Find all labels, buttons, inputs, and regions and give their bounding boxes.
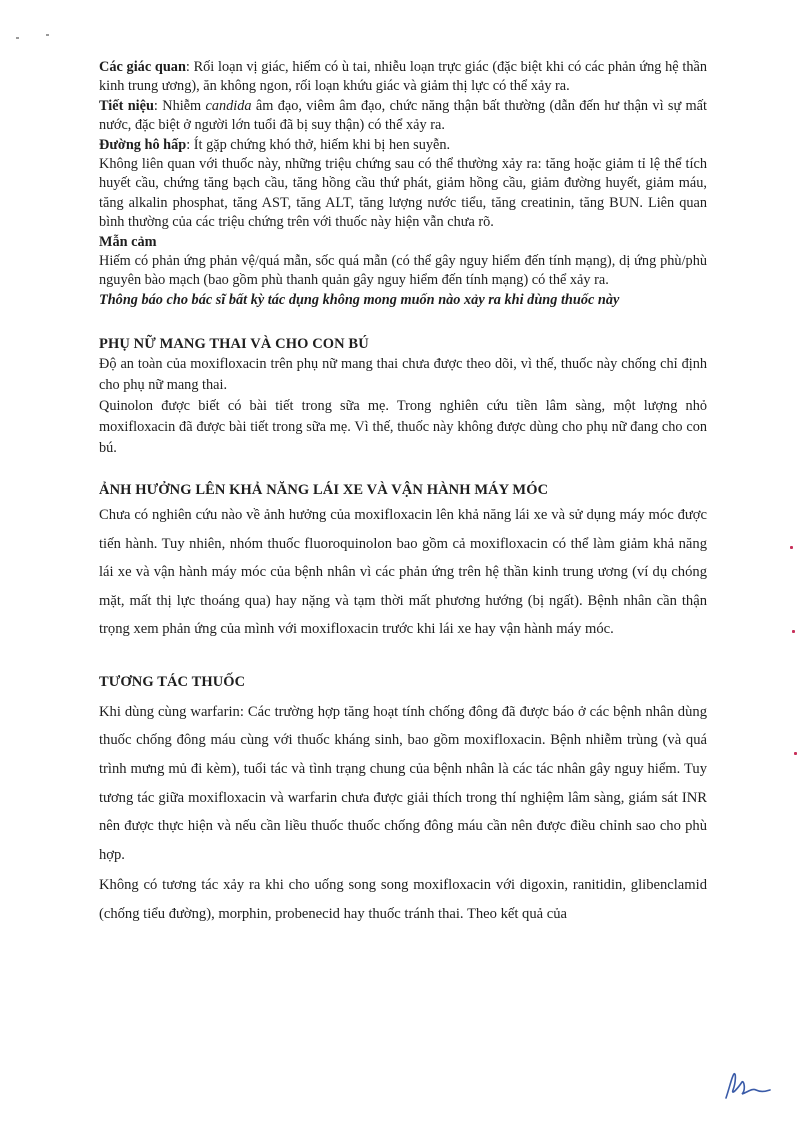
- red-mark: [790, 546, 793, 549]
- respiratory-paragraph: [99, 136, 707, 155]
- red-mark: [792, 630, 795, 633]
- pregnancy-paragraph-2: Quinolon được biết có bài tiết trong sữa mẹ. Trong nghiên cứu tiền lâm sàng, một lượng nhỏ moxifloxacin đã được bài tiết trong sữa mẹ. Vì thế, thuốc này không được dùng cho phụ nữ đang cho con bú.: [99, 398, 707, 457]
- side-effects-section: [99, 58, 707, 310]
- senses-text: : Rối loạn vị giác, hiếm có ù tai, nhiễu loạn trực giác (đặc biệt khi có các phản ứng hệ thần kinh trung ương), ăn không ngon, rối loạn khứu giác và giảm thị lực có thể xảy ra.: [99, 59, 707, 95]
- senses-paragraph: [99, 58, 707, 97]
- red-mark: [794, 752, 797, 755]
- handwritten-signature-icon: [718, 1068, 778, 1108]
- unrelated-symptoms-paragraph: Không liên quan với thuốc này, những triệu chứng sau có thể thường xảy ra: tăng hoặc giảm tỉ lệ thể tích huyết cầu, chứng tăng bạch cầu, tăng hồng cầu thứ phát, giảm hồng cầu, giảm đường huyết, giảm máu, tăng alkalin phosphat, tăng AST, tăng ALT, tăng lượng nước tiểu, tăng creatinin, tăng BUN. Liên quan bình thường của các triệu chứng trên với thuốc này hiện vẫn chưa rõ.: [99, 156, 707, 231]
- driving-paragraph: Chưa có nghiên cứu nào về ảnh hưởng của moxifloxacin lên khả năng lái xe và sử dụng máy móc được tiến hành. Tuy nhiên, nhóm thuốc fluoroquinolon bao gồm cả moxifloxacin có thể làm giảm khả năng lái xe và vận hành máy móc của bệnh nhân vì các phản ứng trên hệ thần kinh trung ương (ví dụ chóng mặt, mất thị lực thoáng qua) hay nặng và tạm thời mất phương hướng (bị ngất). Bệnh nhân cần thận trọng xem phản ứng của mình với moxifloxacin trước khi lái xe hay vận hành máy móc.: [99, 507, 707, 638]
- pregnancy-paragraph-1: Độ an toàn của moxifloxacin trên phụ nữ mang thai chưa được theo dõi, vì thế, thuốc này chống chỉ định cho phụ nữ mang thai.: [99, 356, 707, 394]
- interactions-heading: TƯƠNG TÁC THUỐC: [99, 673, 246, 690]
- pregnancy-section: [99, 334, 707, 459]
- respiratory-label: Đường hô hấp: [99, 136, 187, 153]
- driving-section: [99, 479, 707, 644]
- urinary-text-b: âm đạo, viêm âm đạo, chức năng thận bất thường (dẫn đến hư thận vì sự mất nước, đặc biệt ở người lớn tuổi đã bị suy thận) có thể xảy ra.: [99, 97, 707, 134]
- urinary-label: Tiết niệu: [99, 97, 154, 114]
- hypersensitivity-paragraph: Hiếm có phản ứng phản vệ/quá mẫn, sốc quá mẫn (có thể gây nguy hiểm đến tính mạng), dị ứng phù/phù nguyên bào mạch (bao gồm phù thanh quản gây nguy hiểm đến tính mạng) có thể xảy ra.: [99, 253, 707, 289]
- urinary-italic: candida: [205, 97, 252, 114]
- pregnancy-heading: PHỤ NỮ MANG THAI VÀ CHO CON BÚ: [99, 336, 369, 353]
- interactions-paragraph-1: Khi dùng cùng warfarin: Các trường hợp tăng hoạt tính chống đông đã được báo ở các bệnh nhân dùng thuốc chống đông máu cùng với thuốc kháng sinh, bao gồm moxifloxacin. Bệnh nhiễm trùng (và quá trình mưng mủ đi kèm), tuổi tác và tình trạng chung của bệnh nhân là các tác nhân gây nguy hiểm. Tuy tương tác giữa moxifloxacin và warfarin chưa được giải thích trong thí nghiệm lâm sàng, giám sát INR nên được thực hiện và nếu cần liều thuốc thuốc chống đông máu cần nên được điều chỉnh sao cho phù hợp.: [99, 703, 707, 863]
- scan-speck: [16, 37, 19, 39]
- interactions-paragraph-2: Không có tương tác xảy ra khi cho uống song song moxifloxacin với digoxin, ranitidin, glibenclamid (chống tiểu đường), morphin, probenecid hay thuốc tránh thai. Theo kết quả của: [99, 877, 707, 922]
- hypersensitivity-label: Mẫn cảm: [99, 233, 157, 250]
- senses-label: Các giác quan: [99, 59, 186, 75]
- urinary-paragraph: [99, 97, 707, 136]
- urinary-text-a: : Nhiễm: [153, 97, 206, 114]
- scan-speck: [46, 34, 49, 36]
- document-body: [99, 58, 707, 931]
- driving-heading: ẢNH HƯỞNG LÊN KHẢ NĂNG LÁI XE VÀ VẬN HÀNH MÁY MÓC: [99, 482, 549, 499]
- notice-text: Thông báo cho bác sĩ bất kỳ tác dụng không mong muốn nào xảy ra khi dùng thuốc này: [99, 291, 620, 308]
- interactions-section: [99, 670, 707, 929]
- respiratory-text: : Ít gặp chứng khó thở, hiếm khi bị hen suyễn.: [186, 136, 451, 153]
